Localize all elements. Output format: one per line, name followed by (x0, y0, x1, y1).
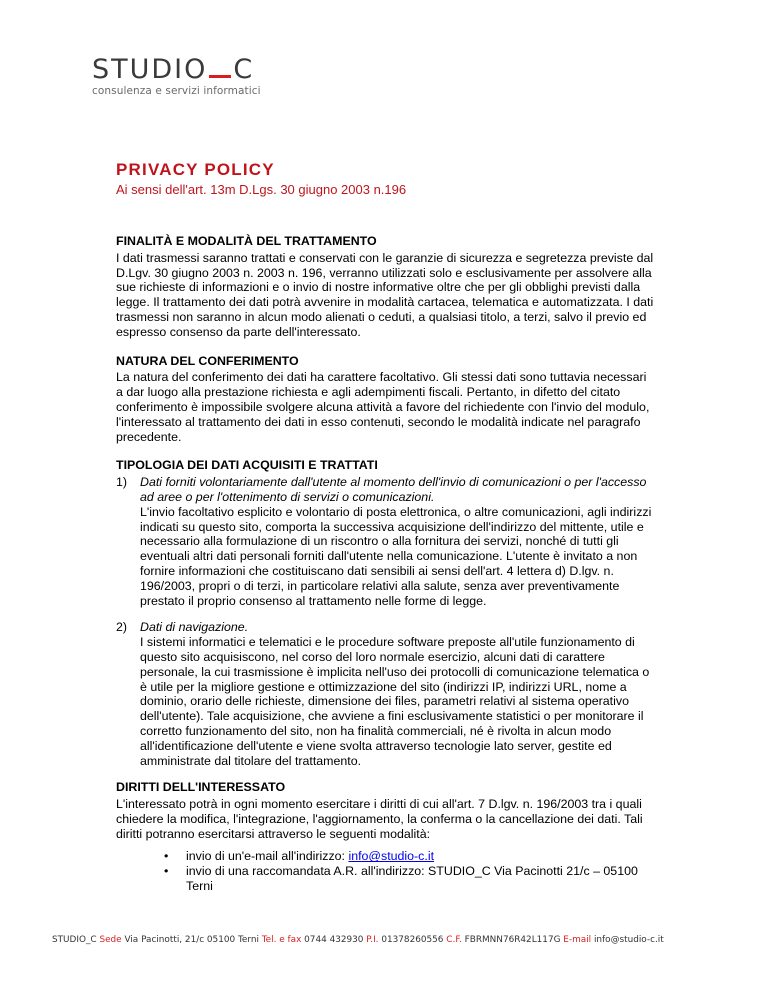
logo-wordmark (92, 56, 261, 84)
page-footer (52, 935, 768, 945)
bullet-item-email (164, 849, 656, 864)
list-item-body: I sistemi informatici e telematici e le procedure software preposte all'utile funzionamento di questo sito acquisiscono, nel corso del loro normale esercizio, alcuni dati di carattere personale, la cui trasmissione è implicita nell'uso dei protocolli di comunicazione telematica o è utile per la migliore gestione e ottimizzazione del sito (indirizzi IP, indirizzi URL, nome a dominio, orario delle richieste, dimensione dei files, parametri relativi al sistema operativo dell'utente). Tale acquisizione, che avviene a fini esclusivamente statistici o per monitorare il corretto funzionamento del sito, non ha finalità commerciali, né è rivolta in alcun modo all'identificazione dell'utente e viene svolta attraverso tecnologie lato server, gestite ed amministrate dal titolare del trattamento. (140, 635, 650, 768)
footer-sede-value: Via Pacinotti, 21/c 05100 Terni (124, 935, 259, 945)
document-body (116, 234, 656, 894)
footer-tel-value: 0744 432930 (304, 935, 364, 945)
list-item-title: Dati forniti volontariamente dall'utente al momento dell'invio di comunicazioni o per l'accesso ad aree o per l'ottenimento di servizi o comunicazioni. (140, 475, 647, 504)
list-item (116, 620, 656, 768)
footer-brand: STUDIO_C (52, 935, 97, 945)
section-diritti (116, 780, 656, 894)
company-logo (92, 56, 261, 97)
logo-tagline: consulenza e servizi informatici (92, 85, 261, 97)
logo-underscore-accent (209, 75, 231, 78)
logo-text-right: C (233, 54, 255, 85)
bullet-dot-icon: • (164, 849, 169, 864)
section-natura (116, 354, 656, 445)
list-marker: 1) (116, 475, 128, 490)
section-paragraph: La natura del conferimento dei dati ha carattere facoltativo. Gli stessi dati sono tuttavia necessari a dar luogo alla prestazione richiesta e agli adempimenti fiscali. Pertanto, in difetto del citato conferimento è impossibile svolgere alcuna attività a favore del richiedente con l'invio del modulo, l'interessato al trattamento dei dati in esso contenuti, secondo le modalità indicate nel paragrafo precedente. (116, 370, 650, 444)
section-finalita (116, 234, 656, 340)
footer-pi-label: P.I. (366, 935, 379, 945)
footer-tel-label: Tel. e fax (261, 935, 302, 945)
section-heading: DIRITTI DELL'INTERESSATO (116, 780, 286, 795)
footer-email-label: E-mail (563, 935, 592, 945)
bullet-dot-icon: • (164, 864, 169, 879)
footer-pi-value: 01378260556 (381, 935, 444, 945)
numbered-list (116, 475, 656, 768)
section-paragraph: L'interessato potrà in ogni momento esercitare i diritti di cui all'art. 7 D.lgv. n. 196/2003 tra i quali chiedere la modifica, l'integrazione, l'aggiornamento, la conferma o la cancellazione dei dati. Tali diritti potranno esercitarsi attraverso le seguenti modalità: (116, 797, 643, 841)
section-heading: FINALITÀ E MODALITÀ DEL TRATTAMENTO (116, 234, 377, 248)
email-link[interactable]: info@studio-c.it (348, 849, 435, 864)
logo-text-left: STUDIO (92, 54, 208, 85)
bullet-list (116, 849, 656, 893)
list-item-title: Dati di navigazione. (140, 620, 249, 635)
bullet-text: invio di un'e-mail all'indirizzo: (186, 849, 349, 864)
list-marker: 2) (116, 620, 128, 635)
bullet-item-mail (164, 864, 656, 894)
section-paragraph: I dati trasmessi saranno trattati e conservati con le garanzie di sicurezza e segretezza previste dal D.Lgv. 30 giugno 2003 n. 2003 n. 196, verranno utilizzati solo e esclusivamente per assolvere alla sue richieste di informazioni e o invio di nostre informative oltre che per gli obblighi previsti dalla legge. Il trattamento dei dati potrà avvenire in modalità cartacea, telematica e automatizzata. I dati trasmessi non saranno in alcun modo alienati o ceduti, a qualsiasi titolo, a terzi, salvo il previo ed espresso consenso da parte dell'interessato. (116, 250, 654, 339)
footer-cf-label: C.F. (446, 935, 462, 945)
list-item-body: L'invio facoltativo esplicito e volontario di posta elettronica, o altre comunicazioni, agli indirizzi indicati su questo sito, comporta la successiva acquisizione dell'indirizzo del mittente, utile e necessario alla formulazione di un riscontro o alla fornitura dei servizi, nonché di tutti gli eventuali altri dati personali forniti dall'utente nella comunicazione. L'utente è invitato a non fornire informazioni che costituiscano dati sensibili ai sensi dell'art. 4 lettera d) D.lgv. n. 196/2003, propri o di terzi, in particolare relativi alla salute, senza aver preventivamente prestato il proprio consenso al trattamento nelle forme di legge. (140, 504, 652, 608)
footer-email-value: info@studio-c.it (593, 935, 664, 945)
document-title: PRIVACY POLICY (116, 160, 275, 179)
section-heading: NATURA DEL CONFERIMENTO (116, 353, 299, 368)
bullet-text: invio di una raccomandata A.R. all'indirizzo: STUDIO_C Via Pacinotti 21/c – 05100 Terni (186, 864, 638, 894)
section-tipologia (116, 458, 656, 768)
document-subtitle: Ai sensi dell'art. 13m D.Lgs. 30 giugno 2003 n.196 (116, 182, 407, 197)
footer-cf-value: FBRMNN76R42L117G (464, 935, 561, 945)
list-item (116, 475, 656, 608)
footer-sede-label: Sede (99, 935, 122, 945)
document-header (116, 160, 406, 198)
section-heading: TIPOLOGIA DEI DATI ACQUISITI E TRATTATI (116, 458, 378, 473)
